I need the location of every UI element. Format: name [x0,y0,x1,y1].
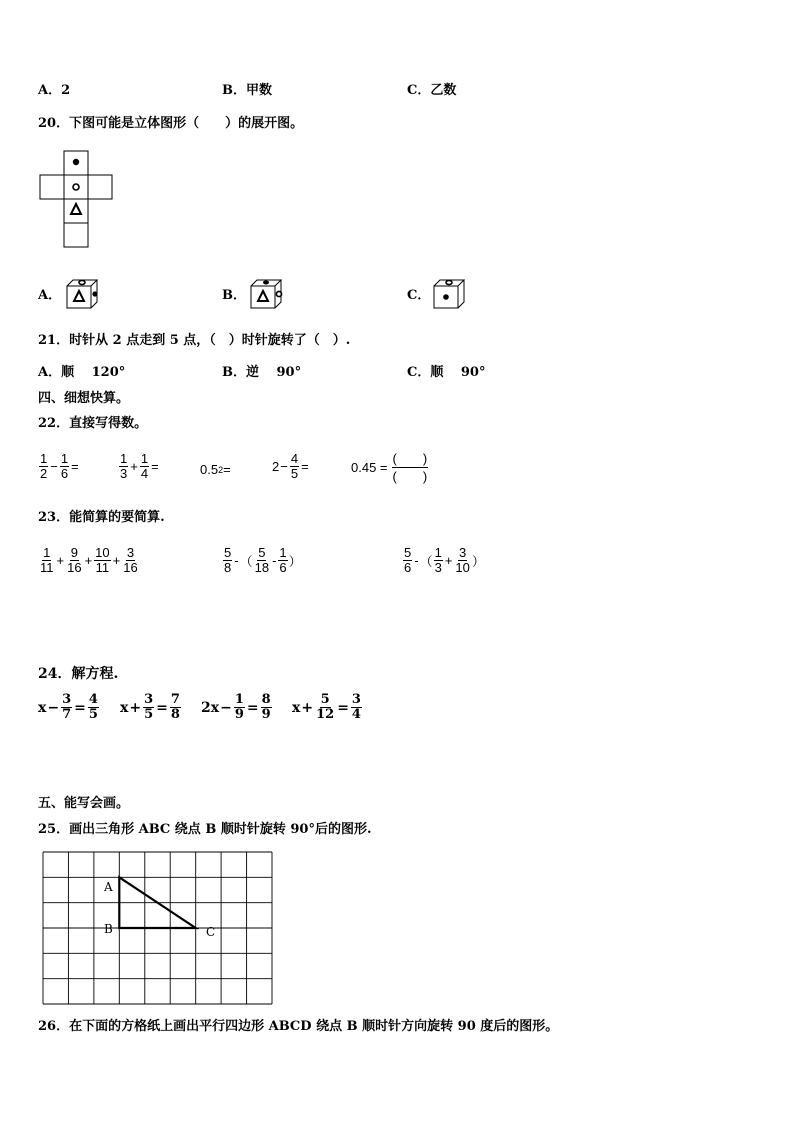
q24-equation-3: 2x − $\frac{1}{9}$ = $\frac{8}{9}$ [201,692,271,722]
q24-stem: 24．解方程. [38,666,119,682]
ring-icon [73,184,79,190]
q24-equation-2: x + $\frac{3}{5}$ = $\frac{7}{8}$ [120,692,180,722]
q21-stem: 21．时针从 2 点走到 5 点，（ ）时针旋转了（ ）. [38,333,351,348]
dot-icon [73,159,79,165]
q22-stem: 22．直接写得数。 [38,416,148,431]
section-4-heading: 四、细想快算。 [38,391,130,406]
q23-stem: 23．能简算的要简算. [38,510,165,525]
vertex-label-b: B [104,922,113,936]
q21-option-b: B．逆 90° [222,365,302,380]
q26-stem: 26．在下面的方格纸上画出平行四边形 ABCD 绕点 B 顺时针方向旋转 90 度后的图形。 [38,1019,559,1034]
cube-net-figure [38,150,118,250]
q23-expr-1: $\frac{1}{11}$ + $\frac{9}{16}$ + $\frac{10}{11}$ + $\frac{3}{16}$ [40,545,138,575]
vertex-label-a: A [104,880,113,894]
q20-option-a: A． [38,288,62,303]
q20-option-c: C． [407,288,431,303]
vertex-label-c: C [206,925,216,939]
q22-expr-4: 2 − $\frac{4}{5}$ = [272,451,309,481]
q19-option-a: A．2 [38,83,71,98]
q20-stem: 20．下图可能是立体图形（ ）的展开图。 [38,116,304,131]
q21-option-c: C．顺 90° [407,365,486,380]
q22-expr-5: 0.45 = $\frac{( )}{( )}$ [351,451,428,484]
q20-option-b: B． [222,288,246,303]
cube-c-icon[interactable] [431,278,471,312]
q22-expr-3: 0.5 2 = [200,462,231,477]
q23-expr-3: $\frac{5}{6}$ - （ $\frac{1}{3}$ + $\frac{3}{10}$ ） [404,545,485,575]
q21-option-a: A．顺 120° [38,365,126,380]
q23-expr-2: $\frac{5}{8}$ - （ $\frac{5}{18}$ - $\frac{1}{6}$ ） [224,545,302,575]
triangle-icon [71,204,81,214]
q19-option-c: C．乙数 [407,83,457,98]
cube-b-icon[interactable] [248,278,288,312]
q22-expr-2: $\frac{1}{3}$ + $\frac{1}{4}$ = [120,451,159,481]
cube-a-icon[interactable] [64,278,104,312]
section-5-heading: 五、能写会画。 [38,796,130,811]
q24-equation-1: x − $\frac{3}{7}$ = $\frac{4}{5}$ [38,692,98,722]
q25-stem: 25．画出三角形 ABC 绕点 B 顺时针旋转 90°后的图形. [38,822,372,837]
q25-grid-figure [42,851,276,1010]
q19-option-b: B．甲数 [222,83,272,98]
q22-expr-1: $\frac{1}{2}$ − $\frac{1}{6}$ = [40,451,79,481]
q24-equation-4: x + $\frac{5}{12}$ = $\frac{3}{4}$ [292,692,361,722]
